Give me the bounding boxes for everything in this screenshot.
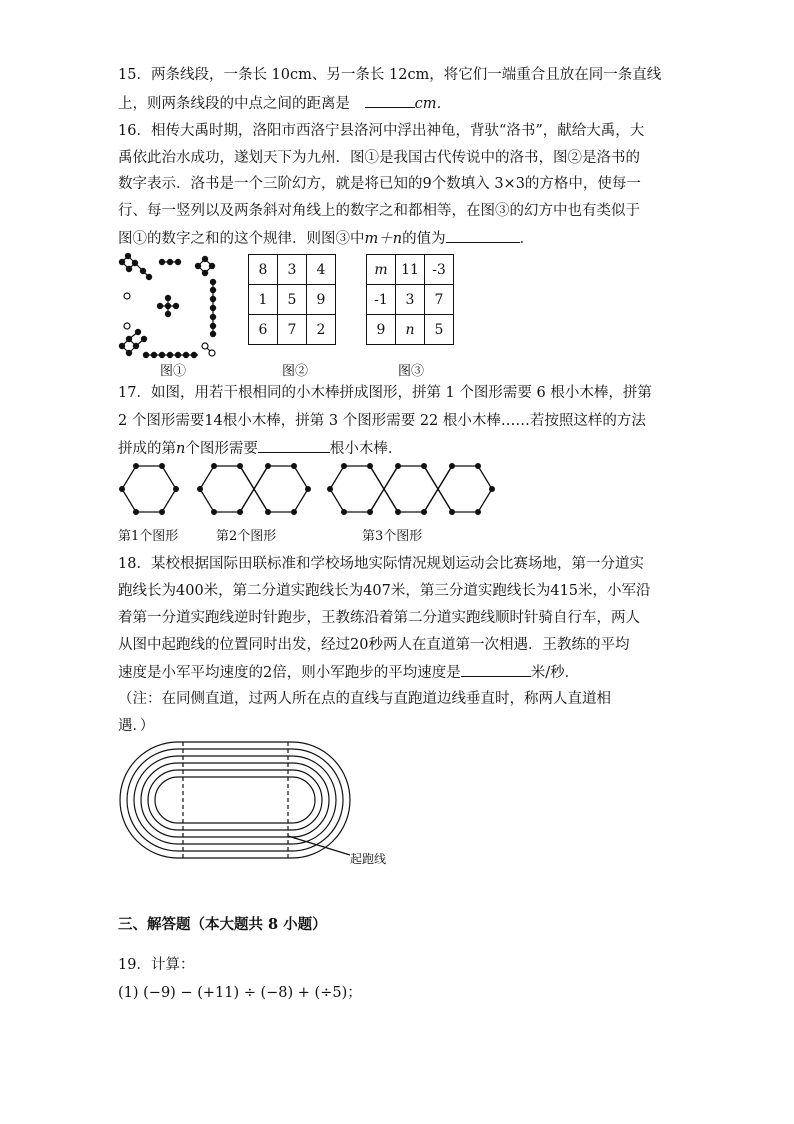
grid2-cell: 1 (249, 285, 278, 315)
grid3-cell: m (367, 255, 396, 285)
grid2-cell: 8 (249, 255, 278, 285)
q16-line4: 行、每一竖列以及两条斜对角线上的数字之和都相等，在图③的幻方中也有类似于 (118, 203, 640, 219)
q15-unit: cm． (414, 96, 451, 112)
grid3-cell: 11 (396, 255, 425, 285)
section3-heading: 三、解答题（本大题共 8 小题） (118, 916, 327, 933)
hex-figure1-caption: 第1个图形 (118, 529, 179, 544)
luoshu-number-grid (248, 254, 336, 345)
grid3-cell: -1 (367, 285, 396, 315)
q18-note-line2: 遇．） (118, 718, 155, 734)
q15-line2 (118, 93, 451, 114)
grid3-cell: 3 (396, 285, 425, 315)
q19-line1: 19．计算： (118, 957, 195, 973)
q18-note-line1: （注：在同侧直道，过两人所在点的直线与直跑道边线垂直时，称两人直道相 (118, 691, 611, 707)
grid3-cell: 7 (425, 285, 454, 315)
magic-square-grid (366, 254, 454, 345)
q15-line1: 15．两条线段，一条长 10cm、另一条长 12cm，将它们一端重合且放在同一条直线 (118, 67, 662, 83)
q16-line1: 16．相传大禹时期，洛阳市西洛宁县洛河中浮出神龟，背驮“洛书”，献给大禹，大 (118, 123, 645, 139)
q16-expression: m＋n (364, 231, 403, 247)
hexagon-sticks-figures (118, 463, 498, 519)
q17-variable-n: n (176, 441, 186, 457)
q15-answer-blank[interactable] (365, 93, 415, 108)
grid3-cell: -3 (425, 255, 454, 285)
grid2-cell: 4 (307, 255, 336, 285)
q17-text-c: 根小木棒． (329, 441, 403, 457)
q16-answer-blank[interactable] (446, 228, 520, 243)
q16-text-end: ． (519, 231, 535, 247)
grid2-cell: 9 (307, 285, 336, 315)
grid2-cell: 2 (307, 315, 336, 345)
grid2-cell: 6 (249, 315, 278, 345)
q18-text-b: 米/秒． (530, 665, 580, 681)
q17-line1: 17．如图，用若干根相同的小木棒拼成图形，拼第 1 个图形需要 6 根小木棒，拼第 (118, 385, 652, 401)
q17-text-a: 拼成的第 (118, 441, 176, 457)
q18-line5 (118, 662, 579, 683)
q18-line3: 着第一分道实跑线逆时针跑步，王教练沿着第二分道实跑线顺时针骑自行车，两人 (118, 610, 640, 626)
grid3-cell: 5 (425, 315, 454, 345)
hex-figure2-caption: 第2个图形 (216, 529, 277, 544)
grid2-cell: 3 (278, 255, 307, 285)
start-line-label: 起跑线 (350, 852, 387, 866)
figure2-caption: 图② (282, 364, 309, 379)
grid3-cell: 9 (367, 315, 396, 345)
q18-line4: 从图中起跑线的位置同时出发，经过20秒两人在直道第一次相遇．王教练的平均 (118, 637, 630, 653)
q16-line5 (118, 228, 534, 249)
q16-line3: 数字表示．洛书是一个三阶幻方，就是将已知的9个数填入 3×3的方格中，使每一 (118, 176, 641, 192)
q16-text-b: 的值为 (402, 231, 446, 247)
luoshu-dot-figure (118, 254, 218, 364)
q18-line2: 跑线长为400米，第二分道实跑线长为407米，第三分道实跑线长为415米，小军沿 (118, 583, 651, 599)
q17-line3 (118, 438, 402, 459)
figure3-caption: 图③ (398, 364, 425, 379)
q17-line2: 2 个图形需要14根小木棒，拼第 3 个图形需要 22 根小木棒……若按照这样的方法 (118, 413, 646, 429)
grid2-cell: 5 (278, 285, 307, 315)
grid2-cell: 7 (278, 315, 307, 345)
q18-line1: 18．某校根据国际田联标准和学校场地实际情况规划运动会比赛场地，第一分道实 (118, 556, 644, 572)
hex-figure3-caption: 第3个图形 (362, 529, 423, 544)
q18-text-a: 速度是小军平均速度的2倍，则小军跑步的平均速度是 (118, 665, 461, 681)
q16-line2: 禹依此治水成功，遂划天下为九州．图①是我国古代传说中的洛书，图②是洛书的 (118, 150, 640, 166)
q16-text-a: 图①的数字之和的这个规律．则图③中 (118, 231, 365, 247)
q15-text: 上，则两条线段的中点之间的距离是 (118, 96, 350, 112)
q17-text-b: 个图形需要 (185, 441, 258, 457)
figure1-caption: 图① (160, 364, 187, 379)
q18-answer-blank[interactable] (461, 662, 531, 677)
q19-line2: (1) (−9) − (+11) ÷ (−8) + (÷5)； (118, 985, 362, 1001)
q17-answer-blank[interactable] (258, 438, 330, 453)
grid3-cell: n (396, 315, 425, 345)
